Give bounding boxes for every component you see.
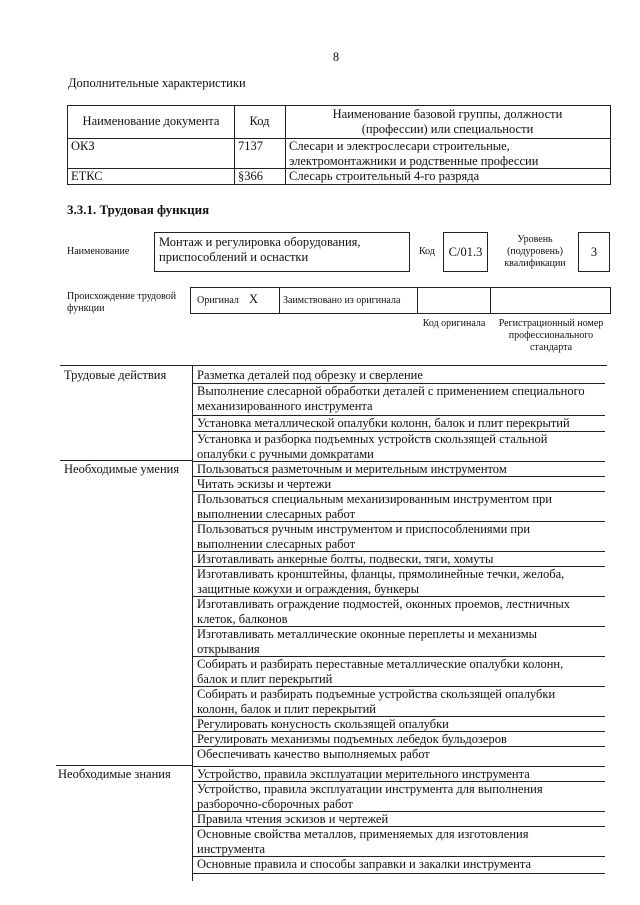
section-skills: Необходимые умения xyxy=(64,462,180,476)
origin-table xyxy=(190,287,611,314)
requirement-row: Изготавливать ограждение подмостей, оконных проемов, лестничных клеток, балконов xyxy=(197,597,571,626)
additional-heading: Дополнительные характеристики xyxy=(68,76,246,90)
requirement-row: Читать эскизы и чертежи xyxy=(197,477,332,491)
origin-mark: X xyxy=(249,292,259,306)
row-etks-doc: ЕТКС xyxy=(71,169,103,183)
origin-code-caption: Код оригинала xyxy=(422,318,486,329)
page-number: 8 xyxy=(332,50,340,64)
row-okz-name: Слесари и электрослесари строительные, электромонтажники и родственные профессии xyxy=(289,139,539,168)
function-name-box: Монтаж и регулировка оборудования, приспособлений и оснастки xyxy=(154,232,410,272)
row-okz-doc: ОКЗ xyxy=(71,139,95,153)
requirement-row: Выполнение слесарной обработки деталей с применением специального механизированного инструмента xyxy=(197,384,585,413)
requirement-row: Изготавливать кронштейны, фланцы, прямолинейные течки, желоба, защитные кожухи и ограждения, бункеры xyxy=(197,567,565,596)
requirement-row: Устройство, правила эксплуатации мерительного инструмента xyxy=(197,767,530,781)
header-name: Наименование базовой группы, должности (профессии) или специальности xyxy=(332,107,563,136)
level-label: Уровень (подуровень) квалификации xyxy=(504,234,566,269)
requirement-row: Установка металлической опалубки колонн, балок и плит перекрытий xyxy=(197,416,570,430)
requirement-row: Изготавливать анкерные болты, подвески, тяги, хомуты xyxy=(197,552,494,566)
additional-table xyxy=(67,105,611,185)
origin-borrowed-label: Заимствовано из оригинала xyxy=(283,295,401,306)
requirement-row: Основные правила и способы заправки и закалки инструмента xyxy=(197,857,532,871)
requirement-row: Правила чтения эскизов и чертежей xyxy=(197,812,389,826)
requirement-row: Пользоваться разметочным и мерительным инструментом xyxy=(197,462,507,476)
function-title: 3.3.1. Трудовая функция xyxy=(67,202,210,217)
row-etks-code: §366 xyxy=(238,169,263,183)
requirement-row: Собирать и разбирать подъемные устройства скользящей опалубки колонн, балок и плит перекрытий xyxy=(197,687,556,716)
requirement-row: Обеспечивать качество выполняемых работ xyxy=(197,747,430,761)
row-okz-code: 7137 xyxy=(238,139,263,153)
requirement-row: Разметка деталей под обрезку и сверление xyxy=(197,368,423,382)
header-code: Код xyxy=(249,114,270,128)
requirement-row: Пользоваться специальным механизированным инструментом при выполнении слесарных работ xyxy=(197,492,552,521)
section-knowledge: Необходимые знания xyxy=(58,767,171,781)
code-label: Код xyxy=(419,246,435,257)
function-code-box: C/01.3 xyxy=(443,232,488,272)
main-table-divider xyxy=(192,365,193,881)
name-label: Наименование xyxy=(67,246,130,257)
requirement-row: Регулировать конусность скользящей опалубки xyxy=(197,717,449,731)
origin-reg-caption: Регистрационный номер профессионального стандарта xyxy=(498,318,604,353)
requirement-row: Пользоваться ручным инструментом и приспособлениями при выполнении слесарных работ xyxy=(197,522,531,551)
main-table-top xyxy=(60,365,607,366)
requirement-row: Изготавливать металлические оконные переплеты и механизмы открывания xyxy=(197,627,538,656)
level-value-box: 3 xyxy=(578,232,610,272)
requirement-row: Устройство, правила эксплуатации инструмента для выполнения разборочно-сборочных работ xyxy=(197,782,543,811)
origin-original-label: Оригинал xyxy=(197,295,239,306)
row-rule xyxy=(193,873,605,874)
section-actions: Трудовые действия xyxy=(64,368,167,382)
requirement-row: Основные свойства металлов, применяемых для изготовления инструмента xyxy=(197,827,529,856)
header-document: Наименование документа xyxy=(82,114,220,128)
origin-label: Происхождение трудовой функции xyxy=(67,291,177,314)
requirement-row: Собирать и разбирать переставные металлические опалубки колонн, балок и плит перекрытий xyxy=(197,657,564,686)
requirement-row: Установка и разборка подъемных устройств скользящей стальной опалубки с ручными домкратами xyxy=(197,432,548,461)
row-etks-name: Слесарь строительный 4-го разряда xyxy=(289,169,480,183)
requirement-row: Регулировать механизмы подъемных лебедок бульдозеров xyxy=(197,732,507,746)
